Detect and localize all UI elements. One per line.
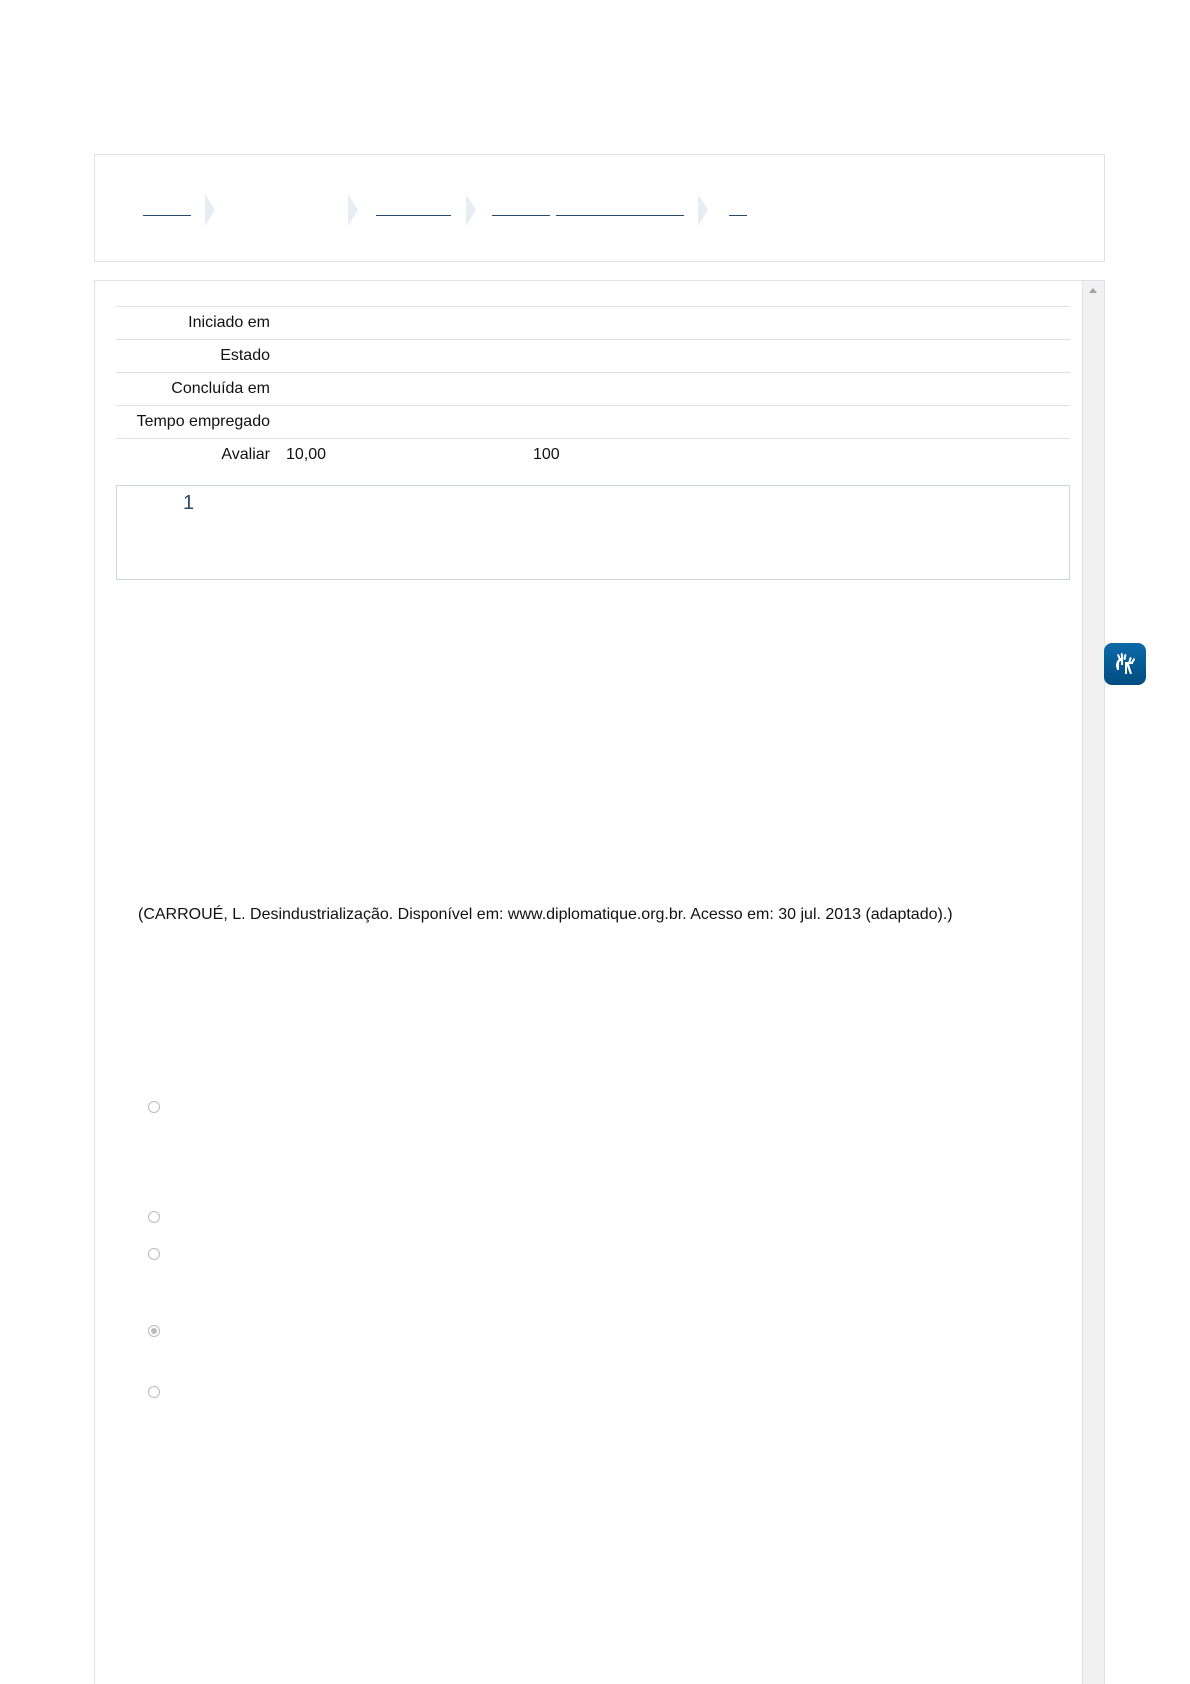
scrollbar[interactable] bbox=[1082, 281, 1104, 1684]
grade-max: 100 bbox=[532, 446, 560, 463]
grade-value: 10,00 bbox=[286, 446, 327, 463]
state-value bbox=[278, 340, 1070, 373]
summary-row-time bbox=[116, 406, 1070, 439]
breadcrumb-link-5[interactable] bbox=[729, 215, 747, 216]
breadcrumb-link-2[interactable] bbox=[376, 215, 451, 216]
breadcrumb-link-3[interactable] bbox=[492, 215, 550, 216]
grade-value-cell bbox=[278, 439, 1070, 472]
summary-row-state bbox=[116, 340, 1070, 373]
answer-option-b-radio[interactable] bbox=[148, 1211, 160, 1223]
triangle-up-icon[interactable] bbox=[1089, 288, 1097, 293]
answer-option-d-radio[interactable] bbox=[148, 1325, 160, 1337]
attempt-summary-table bbox=[116, 306, 1070, 471]
completed-value bbox=[278, 373, 1070, 406]
breadcrumb-link-1[interactable] bbox=[143, 215, 191, 216]
breadcrumb-separator-icon bbox=[698, 194, 708, 226]
state-label: Estado bbox=[220, 347, 270, 364]
breadcrumb-link-4[interactable] bbox=[556, 215, 684, 216]
started-value bbox=[278, 307, 1070, 340]
breadcrumb-separator-icon bbox=[466, 194, 476, 226]
summary-row-grade bbox=[116, 439, 1070, 472]
completed-label: Concluída em bbox=[171, 380, 270, 397]
summary-row-completed bbox=[116, 373, 1070, 406]
started-label: Iniciado em bbox=[188, 314, 270, 331]
accessibility-widget-button[interactable] bbox=[1104, 643, 1146, 685]
breadcrumb bbox=[94, 154, 1105, 262]
time-value bbox=[278, 406, 1070, 439]
breadcrumb-separator-icon bbox=[205, 194, 215, 226]
sign-language-hands-icon bbox=[1111, 650, 1139, 678]
breadcrumb-separator-icon bbox=[348, 194, 358, 226]
answer-option-c-radio[interactable] bbox=[148, 1248, 160, 1260]
answer-option-e-radio[interactable] bbox=[148, 1386, 160, 1398]
time-label: Tempo empregado bbox=[136, 413, 270, 430]
answer-option-a-radio[interactable] bbox=[148, 1101, 160, 1113]
question-citation: (CARROUÉ, L. Desindustrialização. Disponível em: www.diplomatique.org.br. Acesso em: 30 jul. 2013 (adaptado).) bbox=[138, 906, 953, 923]
summary-row-started bbox=[116, 307, 1070, 340]
question-info-box bbox=[116, 485, 1070, 580]
grade-label: Avaliar bbox=[221, 446, 270, 463]
question-number: 1 bbox=[183, 492, 195, 514]
